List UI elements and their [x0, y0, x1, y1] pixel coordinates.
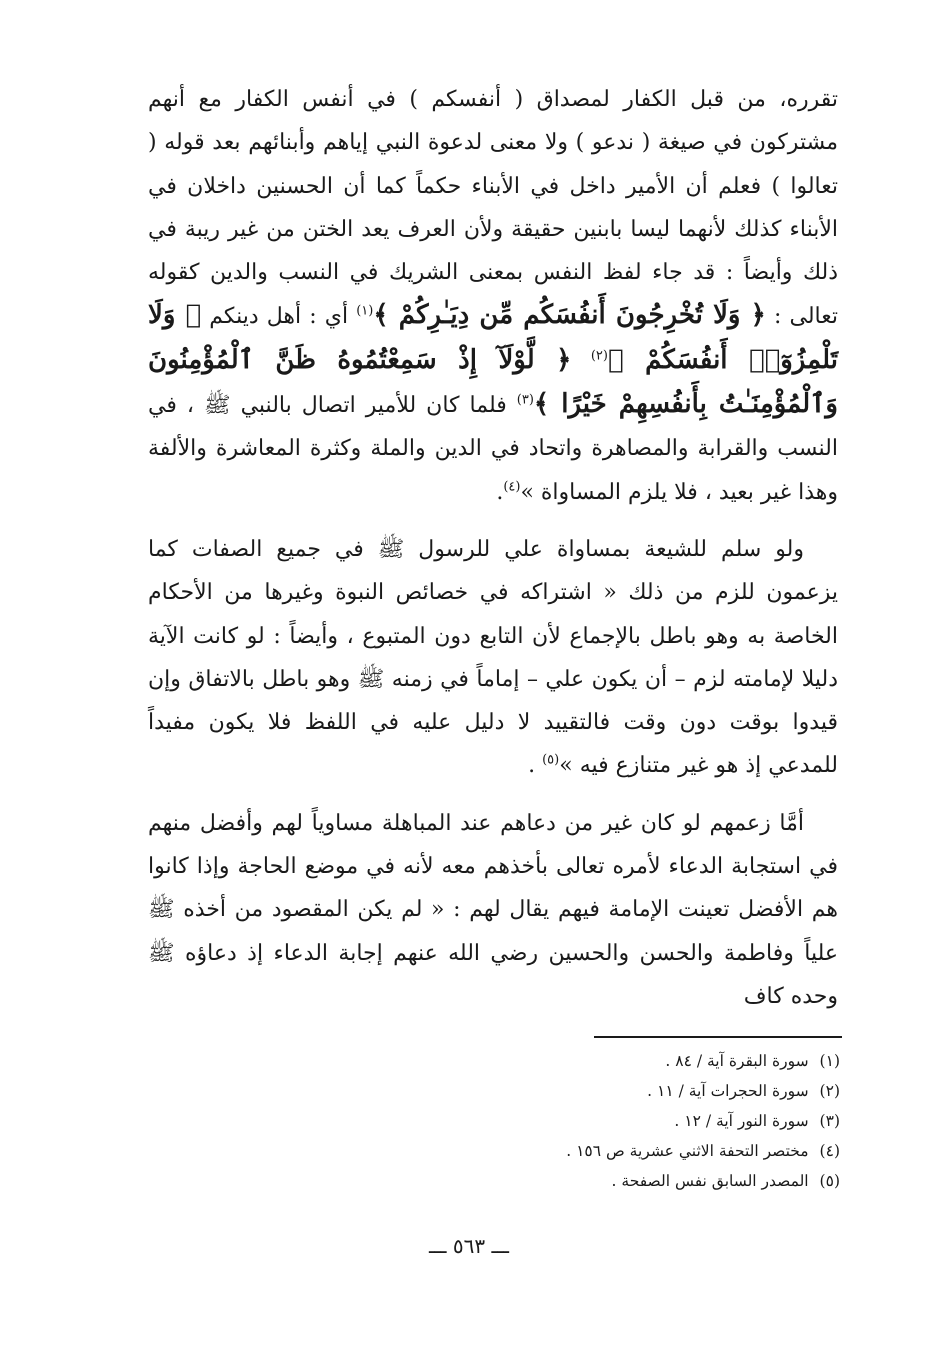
body-text-segment	[571, 349, 590, 374]
footnote-text: سورة الحجرات آية / ١١ .	[647, 1082, 809, 1100]
footnote-number: (٤)	[819, 1142, 840, 1160]
body-text-segment: ولو سلم للشيعة بمساواة علي للرسول ﷺ في جميع الصفات كما يزعمون للزم من ذلك « اشتراكه في خصائص النبوة وغيرها من الأحكام الخاصة به وهو باطل بالإجماع لأن التابع دون المتبوع ، وأيضاً : لو كانت الآية دليلا لإمامته لزم – أن يكون علي – إماماً في زمنه ﷺ وهو باطل بالاتفاق وإن قيدوا بوقت دون وقت فالتقييد لا دليل عليه في اللفظ فلا يكون مفيداً للمدعي إذ هو غير متنازع فيه »	[148, 536, 838, 779]
footnote-reference: (٤)	[503, 479, 521, 495]
footnote-text: سورة النور آية / ١٢ .	[674, 1112, 809, 1130]
footnote-item	[300, 1076, 840, 1106]
footnote-item	[300, 1106, 840, 1136]
footnote-item	[300, 1166, 840, 1196]
footnote-reference: (٣)	[516, 392, 534, 408]
body-text-segment: فلما كان للأمير اتصال بالنبي ﷺ ، في النسب والقرابة والمصاهرة واتحاد في الدين والملة وكثرة المعاشرة والألفة وهذا غير بعيد ، فلا يلزم المساواة »	[148, 393, 838, 505]
footnote-text: مختصر التحفة الاثني عشرية ص ١٥٦ .	[566, 1142, 809, 1160]
footnote-item	[300, 1136, 840, 1166]
paragraph-2	[148, 528, 838, 788]
paragraph-3	[148, 802, 838, 1018]
footnote-text: المصدر السابق نفس الصفحة .	[611, 1172, 809, 1190]
body-text-segment: تقرره، من قبل الكفار لمصداق ( أنفسكم ) في أنفس الكفار مع أنهم مشتركون في صيغة ( ندعو ) ولا معنى لدعوة النبي إياهم وأبنائهم بعد قوله ( تعالوا ) فعلم أن الأمير داخل في الأبناء حكماً كما أن الحسنين داخلان في الأبناء كذلك لأنهما ليسا بابنين حقيقة ولأن العرف يعد الختن من غير ريبة في ذلك وأيضاً : قد جاء لفظ النفس بمعنى الشريك في النسب والدين كقوله تعالى :	[148, 87, 838, 330]
quran-verse: ﴿ لَّوْلَآ إِذْ سَمِعْتُمُوهُ ظَنَّ ٱلْمُؤْمِنُونَ وَٱلْمُؤْمِنَـٰتُ بِأَنفُسِهِمْ خَيْرًا ﴾	[148, 344, 838, 420]
body-text-segment: .	[496, 479, 504, 505]
footnote-reference: (٥)	[542, 753, 560, 769]
footnote-text: سورة البقرة آية / ٨٤ .	[665, 1052, 809, 1070]
footnote-number: (٣)	[819, 1112, 840, 1130]
footnote-item	[300, 1046, 840, 1076]
footnote-separator	[594, 1036, 842, 1038]
paragraph-1	[148, 78, 838, 514]
body-text-segment: .	[528, 753, 543, 779]
quran-verse: ﴿ وَلَا تُخْرِجُونَ أَنفُسَكُم مِّن دِيَـٰرِكُمْ ﴾	[373, 300, 766, 331]
main-text	[148, 78, 838, 1018]
body-text-segment: أي : أهل دينكم	[201, 304, 357, 330]
footnote-number: (٥)	[819, 1172, 840, 1190]
body-text-segment: أمَّا زعمهم لو كان غير من دعاهم عند المباهلة مساوياً لهم وأفضل منهم في استجابة الدعاء لأمره تعالى بأخذهم معه لأنه في موضع الحاجة وإذا كانوا هم الأفضل تعينت الإمامة فيهم يقال لهم : « لم يكن المقصود من أخذه ﷺ علياً وفاطمة والحسن والحسين رضي الله عنهم إجابة الدعاء إذ دعاؤه ﷺ وحده كاف	[148, 810, 838, 1009]
footnotes-list	[300, 1046, 840, 1196]
footnote-number: (١)	[819, 1052, 840, 1070]
footnote-reference: (٢)	[590, 348, 608, 364]
footnote-reference: (١)	[356, 304, 374, 320]
quran-verse: ﴿ وَلَا تَلْمِزُوٓا۟ أَنفُسَكُمْ ﴾	[148, 300, 839, 375]
page-number: ـــ ٥٦٣ ـــ	[428, 1234, 510, 1258]
footnote-number: (٢)	[819, 1082, 840, 1100]
